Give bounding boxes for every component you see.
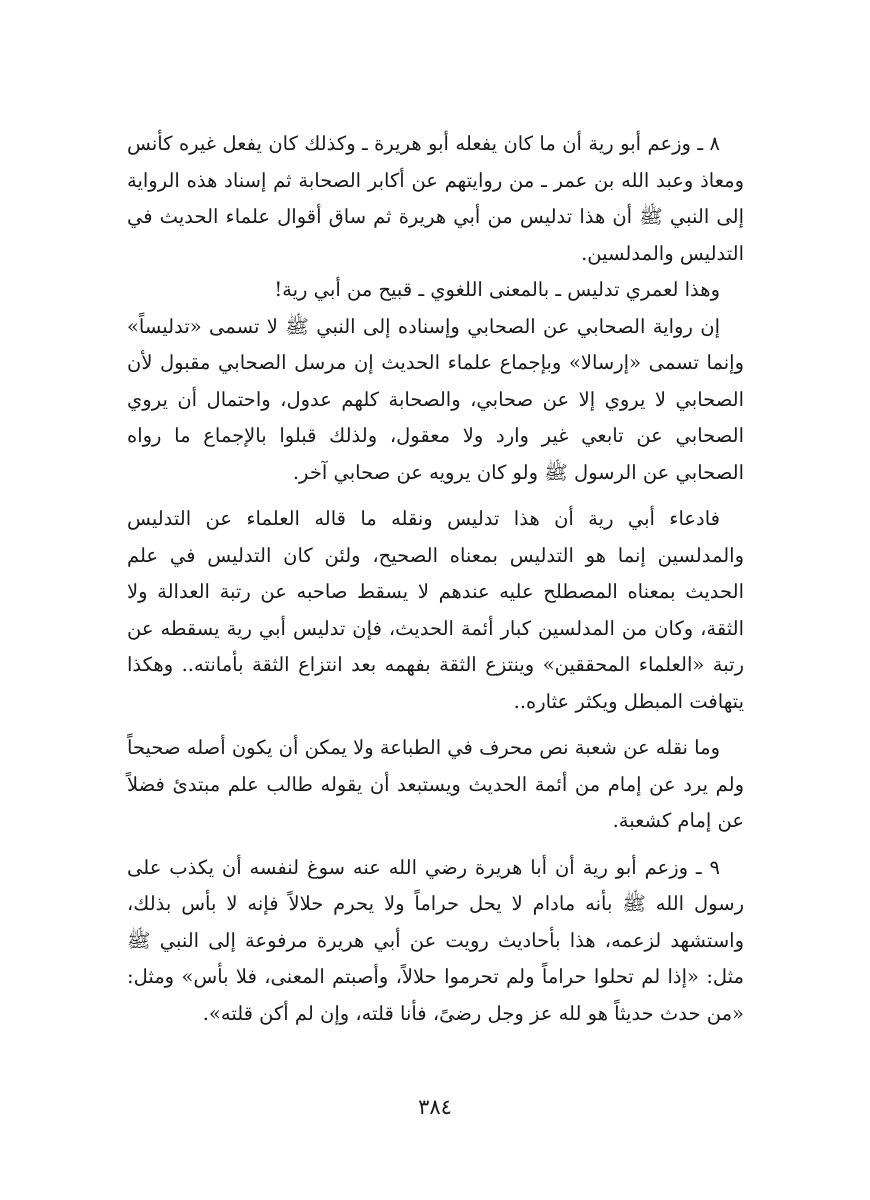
paragraph-irsal: إن رواية الصحابي عن الصحابي وإسناده إلى النبي ﷺ لا تسمى «تدليساً» وإنما تسمى «إرسالا» وبإجماع علماء الحديث إن مرسل الصحابي مقبول لأن الصحابي لا يروي إلا عن صحابي، والصحابة كلهم عدول، واحتمال أن يروي الصحابي عن تابعي غير وارد ولا معقول، ولذلك قبلوا بالإجماع ما رواه الصحابي عن الرسول ﷺ ولو كان يرويه عن صحابي آخر.	[127, 314, 744, 484]
paragraph-item-8: ٨ ـ وزعم أبو رية أن ما كان يفعله أبو هريرة ـ وكذلك كان يفعل غيره كأنس ومعاذ وعبد الله بن عمر ـ من روايتهم عن أكابر الصحابة ثم إسناد هذه الرواية إلى النبي ﷺ أن هذا تدليس من أبي هريرة ثم ساق أقوال علماء الحديث في التدليس والمدلسين.	[127, 132, 744, 265]
paragraph-comment: وهذا لعمري تدليس ـ بالمعنى اللغوي ـ قبيح من أبي رية!	[274, 278, 720, 301]
paragraph-item-9: ٩ ـ وزعم أبو رية أن أبا هريرة رضي الله عنه سوغ لنفسه أن يكذب على رسول الله ﷺ بأنه مادام لا يحل حراماً ولا يحرم حلالاً فإنه لا بأس بذلك، واستشهد لزعمه، هذا بأحاديث رويت عن أبي هريرة مرفوعة إلى النبي ﷺ مثل: «إذا لم تحلوا حراماً ولم تحرموا حلالاً، وأصبتم المعنى، فلا بأس» ومثل: «من حدث حديثاً هو لله عز وجل رضىً، فأنا قلته، وإن لم أكن قلته».	[127, 855, 744, 1025]
page-number: ٣٨٤	[418, 1095, 452, 1119]
body-text	[127, 126, 744, 1032]
paragraph-tadlis-claim: فادعاء أبي رية أن هذا تدليس ونقله ما قاله العلماء عن التدليس والمدلسين إنما هو التدليس بمعناه الصحيح، ولئن كان التدليس في علم الحديث بمعناه المصطلح عليه عندهم لا يسقط صاحبه عن رتبة العدالة ولا الثقة، وكان من المدلسين كبار أئمة الحديث، فإن تدليس أبي رية يسقطه عن رتبة «العلماء المحققين» وينتزع الثقة بفهمه بعد انتزاع الثقة بأمانته.. وهكذا يتهافت المبطل ويكثر عثاره..	[127, 507, 744, 713]
paragraph-shuba: وما نقله عن شعبة نص محرف في الطباعة ولا يمكن أن يكون أصله صحيحاً ولم يرد عن إمام من أئمة الحديث ويستبعد أن يقوله طالب علم مبتدئ فضلاً عن إمام كشعبة.	[127, 736, 744, 832]
